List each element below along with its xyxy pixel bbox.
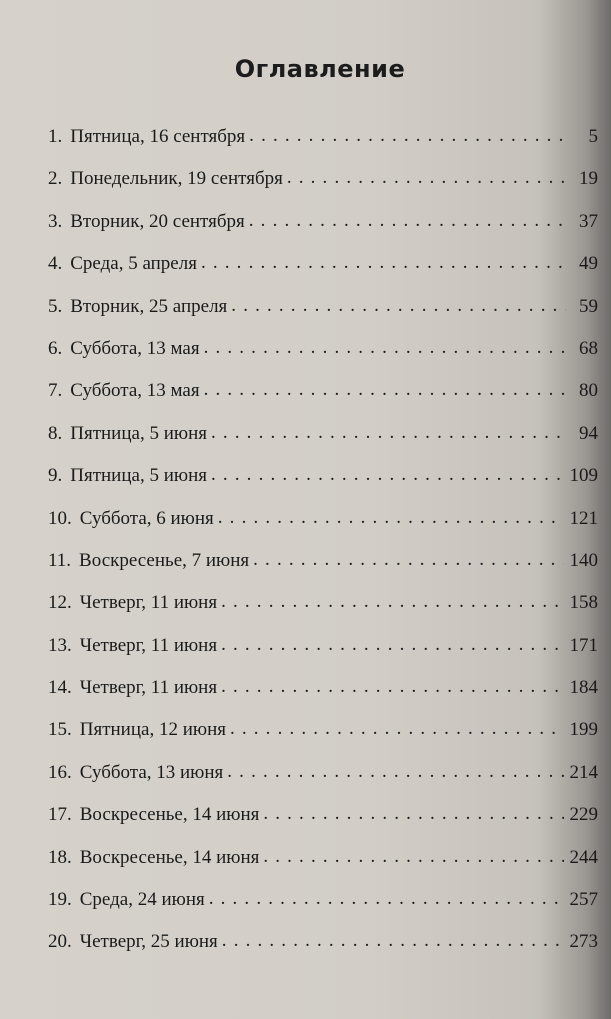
entry-number: 17. <box>48 804 72 826</box>
entry-page-number: 140 <box>569 549 598 571</box>
entry-title: Пятница, 5 июня <box>70 465 207 487</box>
toc-entry-7 <box>48 380 598 422</box>
entry-number: 19. <box>48 889 72 911</box>
toc-entry-11 <box>48 550 598 592</box>
entry-page-number: 80 <box>579 380 598 402</box>
toc-entry-5 <box>48 296 598 338</box>
entry-page-number: 273 <box>569 931 598 953</box>
entry-number: 2. <box>48 168 63 190</box>
entry-page-number: 244 <box>569 846 598 868</box>
entry-number: 6. <box>48 337 63 359</box>
dot-leader <box>249 210 566 232</box>
toc-entry-8 <box>48 423 598 465</box>
entry-number: 16. <box>48 761 72 783</box>
entry-title: Среда, 5 апреля <box>70 253 197 275</box>
entry-title: Суббота, 13 мая <box>70 337 200 359</box>
dot-leader <box>249 125 566 147</box>
entry-number: 15. <box>48 719 72 741</box>
dot-leader <box>221 591 563 613</box>
dot-leader <box>263 846 563 868</box>
entry-number: 3. <box>48 210 63 232</box>
entry-page-number: 5 <box>588 126 598 147</box>
entry-page-number: 257 <box>569 889 598 911</box>
table-of-contents <box>48 126 598 974</box>
toc-entry-19 <box>48 889 598 931</box>
dot-leader <box>218 507 564 529</box>
entry-page-number: 121 <box>569 507 598 529</box>
toc-entry-3 <box>48 211 598 253</box>
dot-leader <box>204 379 566 401</box>
entry-title: Вторник, 25 апреля <box>70 295 228 317</box>
entry-number: 20. <box>48 931 72 953</box>
dot-leader <box>287 167 566 189</box>
entry-page-number: 214 <box>569 761 598 783</box>
toc-entry-6 <box>48 338 598 380</box>
entry-title: Четверг, 11 июня <box>79 677 218 699</box>
toc-entry-14 <box>48 677 598 719</box>
entry-title: Воскресенье, 14 июня <box>79 846 260 868</box>
toc-entry-20 <box>48 931 598 973</box>
entry-number: 11. <box>48 549 72 571</box>
entry-title: Понедельник, 19 сентября <box>70 168 283 190</box>
entry-page-number: 37 <box>579 210 598 232</box>
toc-entry-17 <box>48 804 598 846</box>
toc-entry-2 <box>48 168 598 210</box>
dot-leader <box>263 803 563 825</box>
toc-entry-4 <box>48 253 598 295</box>
dot-leader <box>230 718 564 740</box>
dot-leader <box>231 295 566 317</box>
entry-number: 10. <box>48 507 72 529</box>
entry-number: 12. <box>48 592 72 614</box>
toc-entry-10 <box>48 508 598 550</box>
dot-leader <box>204 337 566 359</box>
dot-leader <box>211 464 564 486</box>
page-title: Оглавление <box>234 55 406 83</box>
entry-page-number: 199 <box>569 719 598 741</box>
entry-number: 1. <box>48 126 63 147</box>
dot-leader <box>222 930 564 952</box>
dot-leader <box>221 676 563 698</box>
entry-page-number: 59 <box>579 295 598 317</box>
toc-entry-15 <box>48 719 598 761</box>
entry-number: 18. <box>48 846 72 868</box>
entry-number: 14. <box>48 677 72 699</box>
entry-number: 9. <box>48 465 63 487</box>
entry-title: Среда, 24 июня <box>79 889 205 911</box>
dot-leader <box>209 888 564 910</box>
entry-number: 4. <box>48 253 63 275</box>
entry-title: Пятница, 16 сентября <box>70 126 246 147</box>
dot-leader <box>201 252 566 274</box>
entry-page-number: 171 <box>569 634 598 656</box>
entry-title: Вторник, 20 сентября <box>70 210 245 232</box>
dot-leader <box>227 761 563 783</box>
entry-title: Четверг, 25 июня <box>79 931 218 953</box>
entry-title: Четверг, 11 июня <box>79 592 218 614</box>
entry-title: Пятница, 12 июня <box>79 719 226 741</box>
dot-leader <box>221 634 563 656</box>
entry-page-number: 68 <box>579 337 598 359</box>
entry-page-number: 184 <box>569 677 598 699</box>
entry-number: 8. <box>48 422 63 444</box>
entry-page-number: 158 <box>569 592 598 614</box>
toc-entry-12 <box>48 592 598 634</box>
dot-leader <box>253 549 563 571</box>
entry-number: 5. <box>48 295 63 317</box>
toc-entry-18 <box>48 847 598 889</box>
entry-page-number: 19 <box>579 168 598 190</box>
entry-number: 13. <box>48 634 72 656</box>
entry-page-number: 49 <box>579 253 598 275</box>
entry-title: Суббота, 13 июня <box>79 761 224 783</box>
entry-title: Воскресенье, 7 июня <box>79 549 250 571</box>
entry-title: Пятница, 5 июня <box>70 422 207 444</box>
entry-page-number: 109 <box>569 465 598 487</box>
dot-leader <box>211 422 566 444</box>
toc-entry-9 <box>48 465 598 507</box>
entry-title: Воскресенье, 14 июня <box>79 804 260 826</box>
entry-title: Четверг, 11 июня <box>79 634 218 656</box>
entry-title: Суббота, 6 июня <box>79 507 214 529</box>
entry-number: 7. <box>48 380 63 402</box>
toc-entry-13 <box>48 635 598 677</box>
toc-entry-16 <box>48 762 598 804</box>
entry-page-number: 94 <box>579 422 598 444</box>
entry-page-number: 229 <box>569 804 598 826</box>
toc-entry-1 <box>48 126 598 168</box>
entry-title: Суббота, 13 мая <box>70 380 200 402</box>
